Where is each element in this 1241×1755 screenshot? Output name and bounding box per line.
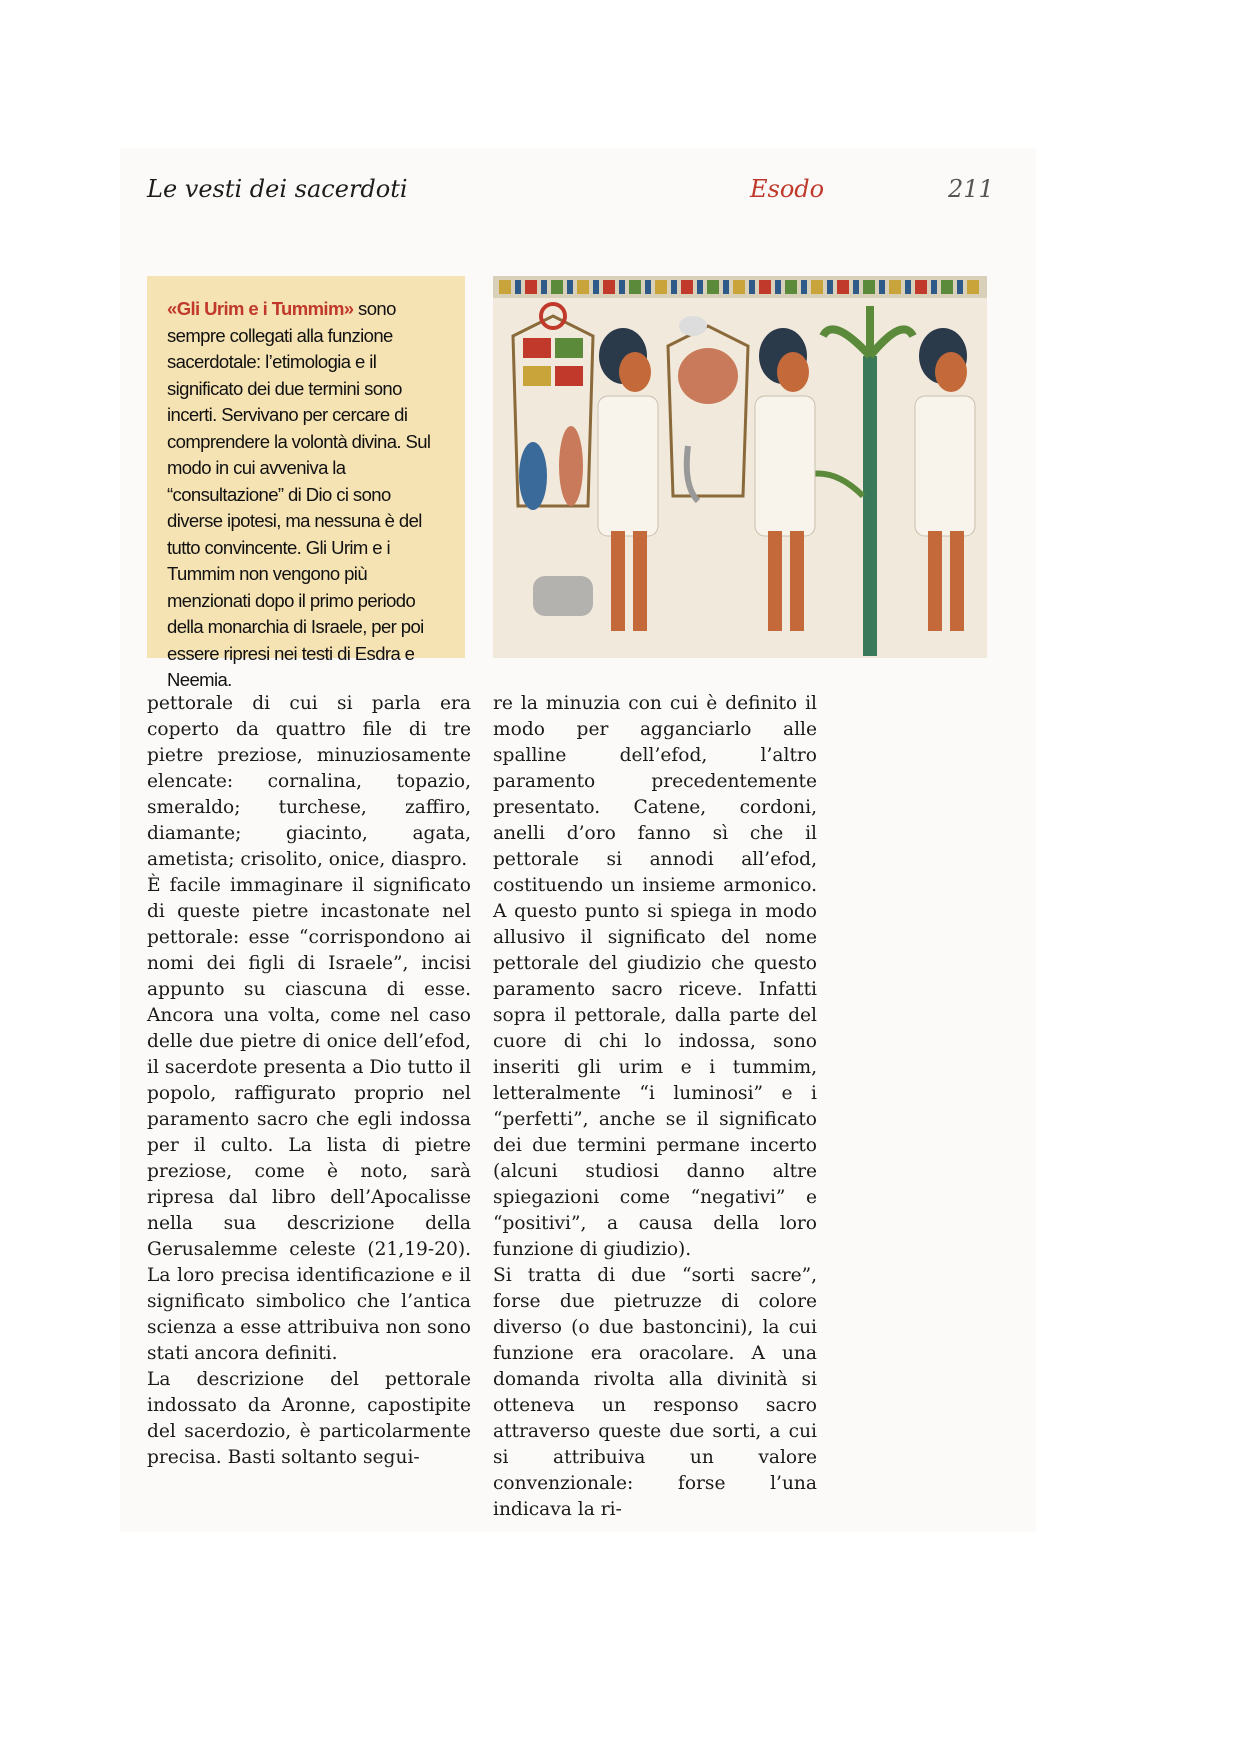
paragraph: La descrizione del pettorale indossato da Aronne, capostipite del sacerdozio, è particolarmente precisa. Basti soltanto segui-: [147, 1369, 471, 1468]
running-head-book: Esodo: [750, 175, 825, 203]
frieze-band: [499, 280, 979, 294]
sidebar-box: [147, 276, 465, 690]
sidebar-lead: «Gli Urim e i Tummim»: [167, 298, 354, 319]
painting-illustration: [493, 276, 987, 658]
egyptian-painting-image: [493, 276, 987, 658]
paragraph: Si tratta di due “sorti sacre”, forse due pietruzze di colore diverso (o due bastoncini), la cui funzione era oracolare. A una domanda rivolta alla divinità si otteneva un responso sacro attraverso queste due sorti, a cui si attribuiva un valore convenzionale: forse l’una indicava la ri-: [493, 1265, 817, 1520]
sidebar-text: [167, 296, 447, 694]
sidebar-body: sono sempre collegati alla funzione sacerdotale: l’etimologia e il significato dei due termini sono incerti. Servivano per cercare di comprendere la volontà divina. Sul modo in cui avveniva la “consultazione” di Dio ci sono diverse ipotesi, ma nessuna è del tutto convincente. Gli Urim e i Tummim non vengono più menzionati dopo il primo periodo della monarchia di Israele, per poi essere ripresi nei testi di Esdra e Neemia.: [167, 298, 431, 690]
running-head-chapter: Le vesti dei sacerdoti: [147, 175, 408, 203]
body-column-left: [147, 691, 471, 1471]
page-number: 211: [948, 175, 994, 203]
body-column-right: [493, 691, 817, 1523]
paragraph: È facile immaginare il significato di queste pietre incastonate nel pettorale: esse “corrispondono ai nomi dei figli di Israele”, incisi appunto su ciascuna di esse. Ancora una volta, come nel caso delle due pietre di onice dell’efod, il sacerdote presenta a Dio tutto il popolo, raffigurato proprio nel paramento sacro che egli indossa per il culto. La lista di pietre preziose, come è noto, sarà ripresa dal libro dell’Apocalisse nella sua descrizione della Gerusalemme celeste (21,19-20). La loro precisa identificazione e il significato simbolico che l’antica scienza a esse attribuiva non sono stati ancora definiti.: [147, 875, 471, 1364]
paragraph: re la minuzia con cui è definito il modo per agganciarlo alle spalline dell’efod, l’altro paramento precedentemente presentato. Catene, cordoni, anelli d’oro fanno sì che il pettorale si annodi all’efod, costituendo un insieme armonico. A questo punto si spiega in modo allusivo il significato del nome pettorale del giudizio che questo paramento sacro riceve. Infatti sopra il pettorale, dalla parte del cuore di chi lo indossa, sono inseriti gli urim e i tummim, letteralmente “i luminosi” e i “perfetti”, anche se il significato dei due termini permane incerto (alcuni studiosi danno altre spiegazioni come “negativi” e “positivi”, a causa della loro funzione di giudizio).: [493, 693, 817, 1260]
paragraph: pettorale di cui si parla era coperto da quattro file di tre pietre preziose, minuziosamente elencate: cornalina, topazio, smeraldo; turchese, zaffiro, diamante; giacinto, agata, ametista; crisolito, onice, diaspro.: [147, 693, 471, 870]
